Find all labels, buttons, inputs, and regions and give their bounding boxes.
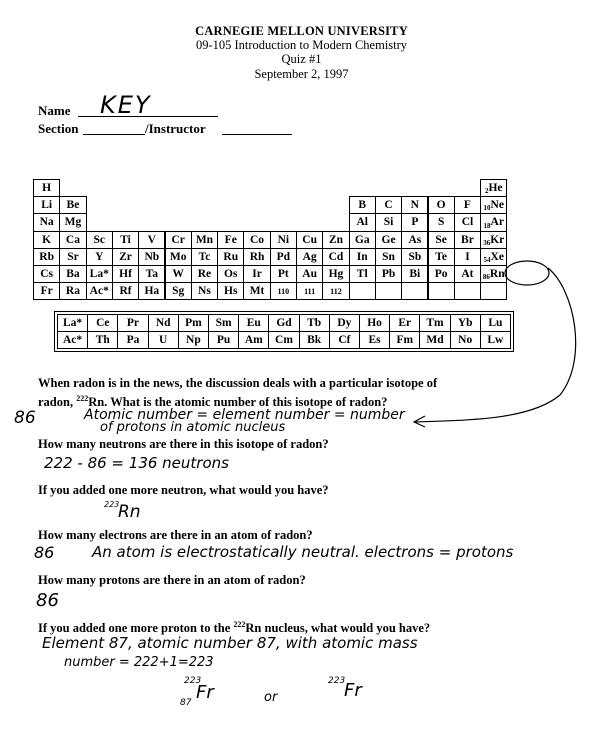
element-cell-at: At — [454, 265, 481, 283]
f-element-cell-sm: Sm — [208, 314, 239, 332]
element-cell-cr: Cr — [165, 231, 192, 249]
answer-6-formula1-symbol: Fr — [196, 682, 214, 703]
element-cell-k: K — [33, 231, 60, 249]
element-cell-ba: Ba — [59, 265, 86, 283]
element-cell-cl: Cl — [454, 213, 481, 231]
answer-4-text: An atom is electrostatically neutral. electrons = protons — [92, 543, 514, 561]
f-element-cell-am: Am — [238, 331, 269, 349]
answer-1-number: 86 — [14, 408, 36, 428]
element-cell-zr: Zr — [112, 248, 139, 266]
element-cell-fr: Fr — [33, 282, 60, 300]
element-cell-be: Be — [59, 196, 86, 214]
element-cell-re: Re — [191, 265, 218, 283]
name-value: KEY — [100, 91, 152, 119]
element-cell-fe: Fe — [217, 231, 244, 249]
question-2: How many neutrons are there in this isotope of radon? — [38, 437, 329, 451]
element-cell-na: Na — [33, 213, 60, 231]
element-cell-te: Te — [428, 248, 455, 266]
quiz-title: Quiz #1 — [281, 52, 322, 66]
rn-circle-mark — [505, 261, 549, 285]
question-5: How many protons are there in an atom of radon? — [38, 573, 306, 587]
element-cell-nb: Nb — [138, 248, 165, 266]
element-cell-sc: Sc — [86, 231, 113, 249]
element-cell-tl: Tl — [349, 265, 376, 283]
element-cell-s: S — [428, 213, 455, 231]
answer-5: 86 — [36, 590, 59, 611]
element-cell-sn: Sn — [375, 248, 402, 266]
question-4: How many electrons are there in an atom of radon? — [38, 528, 313, 542]
element-cell-n: N — [401, 196, 428, 214]
answer-6-or: or — [264, 690, 278, 705]
element-cell-ru: Ru — [217, 248, 244, 266]
answer-6-line2: number = 222+1=223 — [64, 655, 214, 670]
answer-6-line1: Element 87, atomic number 87, with atomic mass — [42, 634, 418, 652]
answer-6-formula2-symbol: Fr — [344, 680, 362, 701]
element-cell-xe: 54 Xe — [480, 248, 507, 266]
element-cell-w: W — [165, 265, 192, 283]
element-cell-110: 110 — [270, 282, 297, 300]
arrow-curve — [415, 268, 576, 422]
element-cell-h: H — [33, 179, 60, 197]
element-cell-cd: Cd — [322, 248, 349, 266]
element-cell-ti: Ti — [112, 231, 139, 249]
element-cell-b: B — [349, 196, 376, 214]
element-cell-c: C — [375, 196, 402, 214]
element-cell-se: Se — [428, 231, 455, 249]
f-element-cell-tb: Tb — [299, 314, 330, 332]
element-cell-bi: Bi — [401, 265, 428, 283]
quiz-date: September 2, 1997 — [254, 67, 349, 81]
element-cell-111: 111 — [296, 282, 323, 300]
element-cell-112: 112 — [322, 282, 349, 300]
answer-2: 222 - 86 = 136 neutrons — [44, 454, 229, 472]
answer-6-formula1-z: 87 — [180, 698, 192, 708]
element-cell-os: Os — [217, 265, 244, 283]
f-element-cell-tm: Tm — [419, 314, 450, 332]
element-cell-he: 2 He — [480, 179, 507, 197]
element-cell-co: Co — [243, 231, 270, 249]
element-cell-tc: Tc — [191, 248, 218, 266]
element-cell-ac: Ac* — [86, 282, 113, 300]
element-cell-si: Si — [375, 213, 402, 231]
element-cell-rh: Rh — [243, 248, 270, 266]
element-cell-pd: Pd — [270, 248, 297, 266]
element-cell-ne: 10 Ne — [480, 196, 507, 214]
element-cell-pb: Pb — [375, 265, 402, 283]
element-cell-f: F — [454, 196, 481, 214]
element-cell-mg: Mg — [59, 213, 86, 231]
f-element-cell-pu: Pu — [208, 331, 239, 349]
element-cell-sg: Sg — [165, 282, 192, 300]
question-1: When radon is in the news, the discussion deals with a particular isotope of radon, $^{222}$Rn. What is the atomic number of this isotope of radon? — [38, 376, 438, 410]
f-element-cell-er: Er — [389, 314, 420, 332]
f-element-cell-cf: Cf — [329, 331, 360, 349]
answer-1-line2: of protons in atomic nucleus — [100, 420, 286, 435]
f-element-cell-dy: Dy — [329, 314, 360, 332]
element-cell-sr: Sr — [59, 248, 86, 266]
f-element-cell-no: No — [450, 331, 481, 349]
name-label: Name — [38, 103, 71, 118]
f-element-cell-fm: Fm — [389, 331, 420, 349]
answer-3-mass: 223 — [104, 500, 120, 509]
f-element-cell-gd: Gd — [268, 314, 299, 332]
answer-6-formula1-mass: 223 — [184, 676, 202, 686]
f-element-cell-pm: Pm — [178, 314, 209, 332]
element-cell-ns: Ns — [191, 282, 218, 300]
f-element-cell-ho: Ho — [359, 314, 390, 332]
element-cell-ha: Ha — [138, 282, 165, 300]
f-element-cell-yb: Yb — [450, 314, 481, 332]
f-element-cell-bk: Bk — [299, 331, 330, 349]
element-cell-o: O — [428, 196, 455, 214]
element-cell-al: Al — [349, 213, 376, 231]
element-cell-ta: Ta — [138, 265, 165, 283]
element-cell-y: Y — [86, 248, 113, 266]
element-cell-ir: Ir — [243, 265, 270, 283]
element-cell-li: Li — [33, 196, 60, 214]
element-cell-pt: Pt — [270, 265, 297, 283]
element-cell-au: Au — [296, 265, 323, 283]
answer-4-number: 86 — [34, 543, 55, 562]
f-element-cell-pr: Pr — [117, 314, 148, 332]
element-cell-rf: Rf — [112, 282, 139, 300]
element-cell-hs: Hs — [217, 282, 244, 300]
element-cell-p: P — [401, 213, 428, 231]
f-element-cell-cm: Cm — [268, 331, 299, 349]
element-cell-br: Br — [454, 231, 481, 249]
element-cell-hf: Hf — [112, 265, 139, 283]
f-element-cell-ce: Ce — [87, 314, 118, 332]
element-cell-mo: Mo — [165, 248, 192, 266]
f-element-cell-nd: Nd — [148, 314, 179, 332]
f-element-cell-pa: Pa — [117, 331, 148, 349]
f-element-cell-md: Md — [419, 331, 450, 349]
element-cell-v: V — [138, 231, 165, 249]
f-element-cell-u: U — [148, 331, 179, 349]
f-element-cell-lw: Lw — [480, 331, 511, 349]
question-3: If you added one more neutron, what would you have? — [38, 483, 329, 497]
f-element-cell-th: Th — [87, 331, 118, 349]
element-cell-hg: Hg — [322, 265, 349, 283]
element-cell-mn: Mn — [191, 231, 218, 249]
answer-3-symbol: Rn — [118, 502, 141, 522]
element-cell-ga: Ga — [349, 231, 376, 249]
instructor-label: /Instructor — [145, 121, 206, 136]
element-cell-in: In — [349, 248, 376, 266]
answer-6-formula2-mass: 223 — [328, 676, 346, 686]
course-title: 09-105 Introduction to Modern Chemistry — [195, 38, 408, 52]
element-cell-i: I — [454, 248, 481, 266]
element-cell-ra: Ra — [59, 282, 86, 300]
f-element-cell-es: Es — [359, 331, 390, 349]
element-cell-ca: Ca — [59, 231, 86, 249]
section-label: Section — [38, 121, 79, 136]
element-cell-kr: 36 Kr — [480, 231, 507, 249]
answer-1-line1: Atomic number = element number = number — [84, 407, 405, 423]
element-cell-rb: Rb — [33, 248, 60, 266]
element-cell-ag: Ag — [296, 248, 323, 266]
question-6: If you added one more proton to the $^{222}$Rn nucleus, what would you have? — [38, 620, 431, 636]
element-cell-cs: Cs — [33, 265, 60, 283]
element-cell-as: As — [401, 231, 428, 249]
element-cell-ge: Ge — [375, 231, 402, 249]
element-cell-zn: Zn — [322, 231, 349, 249]
element-cell-sb: Sb — [401, 248, 428, 266]
f-element-cell-ac: Ac* — [57, 331, 88, 349]
f-element-cell-eu: Eu — [238, 314, 269, 332]
element-cell-ni: Ni — [270, 231, 297, 249]
f-element-cell-lu: Lu — [480, 314, 511, 332]
element-cell-mt: Mt — [243, 282, 270, 300]
f-element-cell-np: Np — [178, 331, 209, 349]
element-cell-la: La* — [86, 265, 113, 283]
element-cell-ar: 18 Ar — [480, 213, 507, 231]
f-element-cell-la: La* — [57, 314, 88, 332]
university-title: CARNEGIE MELLON UNIVERSITY — [195, 24, 408, 38]
element-cell-cu: Cu — [296, 231, 323, 249]
element-cell-po: Po — [428, 265, 455, 283]
element-cell-rn: 86 Rn — [480, 265, 507, 283]
